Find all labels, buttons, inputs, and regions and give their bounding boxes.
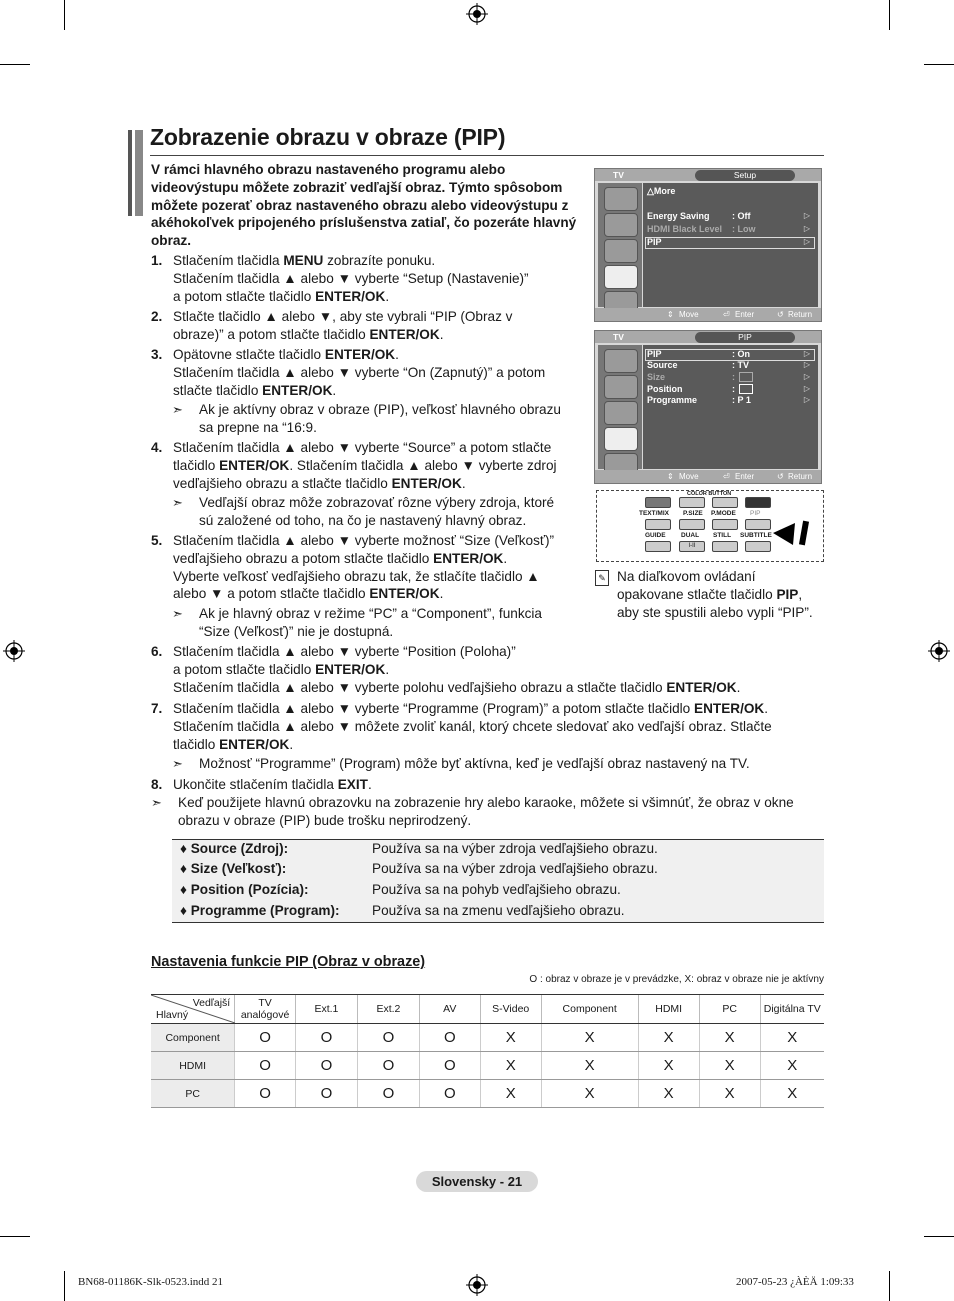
step-number: 5. <box>151 533 163 548</box>
table-cell: O <box>295 1024 357 1052</box>
crop-mark <box>924 64 954 65</box>
crop-mark <box>64 0 65 30</box>
osd-footer <box>595 308 821 321</box>
move-icon: ⇕ <box>667 310 674 319</box>
table-cell: X <box>760 1080 824 1108</box>
table-cell: X <box>699 1052 760 1080</box>
color-button-label: COLOR BUTTON <box>687 491 732 497</box>
channel-icon <box>604 401 638 425</box>
osd-sidebar <box>598 183 642 307</box>
title-rule <box>150 155 824 156</box>
channel-icon <box>604 239 638 263</box>
table-cell: O <box>235 1052 296 1080</box>
option-description: Používa sa na pohyb vedľajšieho obrazu. <box>372 882 621 897</box>
column-header: S-Video <box>480 995 541 1024</box>
osd-arrow-icon: ▷ <box>803 395 810 404</box>
guide-label: GUIDE <box>645 532 666 539</box>
p-size-button <box>679 519 705 530</box>
table-cell: X <box>541 1052 638 1080</box>
subtitle-label: SUBTITLE <box>740 532 772 539</box>
option-name: ♦ Size (Veľkosť): <box>180 861 287 876</box>
table-cell: X <box>480 1024 541 1052</box>
osd-row-value: : P 1 <box>732 395 751 405</box>
option-name: ♦ Source (Zdroj): <box>180 841 289 856</box>
osd-pip-menu <box>594 330 822 484</box>
osd-panel <box>643 345 818 469</box>
osd-row-value: : TV <box>732 360 749 370</box>
crop-mark <box>889 0 890 30</box>
p-size-label: P.SIZE <box>683 510 703 517</box>
size-icon <box>739 372 753 382</box>
option-name: ♦ Programme (Program): <box>180 903 340 918</box>
step-text: Ukončite stlačením tlačidla EXIT. <box>173 777 372 792</box>
table-cell: X <box>638 1080 699 1108</box>
column-header: PC <box>699 995 760 1024</box>
osd-arrow-icon: ▷ <box>803 384 810 393</box>
step-text: Stlačením tlačidla ▲ alebo ▼ vyberte “Position (Poloha)” a potom stlačte tlačidlo ENTER/OK. Stlačením tlačidla ▲ alebo ▼ vyberte polohu vedľajšieho obrazu a stlačte tlačidlo ENTER/OK. <box>173 644 741 695</box>
osd-foot-move: Move <box>679 310 699 319</box>
crop-mark <box>889 1271 890 1301</box>
table-cell: X <box>699 1024 760 1052</box>
note-text: Ak je hlavný obraz v režime “PC” a “Component”, funkcia “Size (Veľkosť)” nie je dostupná. <box>199 606 542 639</box>
table-cell: X <box>480 1080 541 1108</box>
osd-tv-label: TV <box>613 170 624 180</box>
column-header: Ext.1 <box>295 995 357 1024</box>
table-header-row <box>151 995 824 1024</box>
osd-arrow-icon: ▷ <box>803 349 810 358</box>
osd-row-value: : Off <box>732 211 751 221</box>
column-header: Ext.2 <box>357 995 419 1024</box>
osd-foot-enter: Enter <box>735 310 755 319</box>
note-arrow-icon: ➣ <box>151 795 162 810</box>
osd-row-label: Position <box>647 384 683 394</box>
note-arrow-icon: ➣ <box>172 606 183 621</box>
osd-foot-move: Move <box>679 472 699 481</box>
table-cell: O <box>295 1080 357 1108</box>
corner-sub-label: Vedľajší <box>192 997 231 1009</box>
osd-tv-label: TV <box>613 332 624 342</box>
table-cell: X <box>699 1080 760 1108</box>
step-text: Stlačením tlačidla ▲ alebo ▼ vyberte možnosť “Size (Veľkosť)” vedľajšieho obrazu a potom stlačte tlačidlo ENTER/OK. Vyberte veľkosť vedľajšieho obrazu tak, že stlačíte tlačidlo ▲ alebo ▼ a potom stlačte tlačidlo ENTER/OK. <box>173 533 555 602</box>
table-cell: X <box>541 1024 638 1052</box>
return-icon: ↺ <box>777 472 784 481</box>
osd-row-label: HDMI Black Level <box>647 224 723 234</box>
table-legend: O : obraz v obraze je v prevádzke, X: obraz v obraze nie je aktívny <box>529 974 824 985</box>
crop-mark <box>0 64 30 65</box>
pip-options-table <box>172 839 824 923</box>
osd-row-value: : Low <box>732 224 756 234</box>
osd-tab-pip: PIP <box>695 332 795 343</box>
osd-setup-menu <box>594 168 822 322</box>
registration-mark-icon <box>928 640 950 662</box>
still-button <box>712 541 738 552</box>
enter-icon: ⏎ <box>723 472 730 481</box>
osd-panel <box>643 183 818 307</box>
section-title: Nastavenia funkcie PIP (Obraz v obraze) <box>151 954 426 970</box>
move-icon: ⇕ <box>667 472 674 481</box>
title-accent-bar <box>135 130 143 216</box>
osd-row-label: Energy Saving <box>647 211 710 221</box>
table-cell: O <box>419 1024 480 1052</box>
setup-gear-icon <box>604 265 638 289</box>
osd-more: △More <box>647 186 676 196</box>
intro-paragraph: V rámci hlavného obrazu nastaveného programu alebo videovýstupu môžete zobraziť vedľajší obraz. Týmto spôsobom môžete pozerať obraz nastaveného obrazu alebo videovýstupu z akéhokoľvek pripojeného príslušenstva zatiaľ, čo pozeráte hlavný obraz. <box>151 162 577 249</box>
osd-row-source <box>647 360 749 370</box>
page-number-badge: Slovensky - 21 <box>416 1171 538 1192</box>
pip-label: PIP <box>750 510 761 517</box>
option-name: ♦ Position (Pozícia): <box>180 882 309 897</box>
osd-row-energy <box>647 211 751 221</box>
osd-arrow-icon: ▷ <box>803 360 810 369</box>
step-text: Opätovne stlačte tlačidlo ENTER/OK. Stlačením tlačidla ▲ alebo ▼ vyberte “On (Zapnutý)” a potom stlačte tlačidlo ENTER/OK. <box>173 347 546 398</box>
table-cell: X <box>480 1052 541 1080</box>
note-arrow-icon: ➣ <box>172 402 183 417</box>
table-cell: O <box>357 1080 419 1108</box>
column-header: Digitálna TV <box>760 995 824 1024</box>
crop-mark <box>924 1236 954 1237</box>
dual-label: DUAL <box>681 532 700 539</box>
dual-button: I-II <box>679 541 705 552</box>
table-cell: O <box>419 1080 480 1108</box>
pip-availability-table <box>151 994 824 1108</box>
osd-row-size <box>647 372 735 382</box>
table-cell: X <box>760 1024 824 1052</box>
picture-icon <box>604 187 638 211</box>
p-mode-button <box>712 519 738 530</box>
still-label: STILL <box>713 532 732 539</box>
osd-selection-box <box>645 237 815 249</box>
step-number: 4. <box>151 440 163 455</box>
sound-icon <box>604 213 638 237</box>
osd-row-label: PIP <box>647 349 662 359</box>
osd-arrow-icon: ▷ <box>803 224 810 233</box>
corner-main-label: Hlavný <box>156 1009 189 1021</box>
osd-footer <box>595 470 821 483</box>
step-number: 6. <box>151 644 163 659</box>
table-cell: X <box>760 1052 824 1080</box>
enter-icon: ⏎ <box>723 310 730 319</box>
osd-row-label: Programme <box>647 395 698 405</box>
p-mode-label: P.MODE <box>711 510 736 517</box>
table-row <box>151 1024 824 1052</box>
corner-cell <box>151 995 235 1024</box>
column-header: HDMI <box>638 995 699 1024</box>
osd-sidebar <box>598 345 642 469</box>
registration-mark-icon <box>466 3 488 25</box>
osd-arrow-icon: ▷ <box>803 237 810 246</box>
registration-mark-icon <box>3 640 25 662</box>
osd-row-value: : <box>732 372 735 382</box>
table-row <box>151 1052 824 1080</box>
table-cell: X <box>638 1024 699 1052</box>
step-number: 7. <box>151 701 163 716</box>
table-row <box>151 1080 824 1108</box>
note-icon: ✎ <box>595 570 609 586</box>
option-description: Používa sa na zmenu vedľajšieho obrazu. <box>372 903 625 918</box>
subtitle-button <box>745 541 771 552</box>
text-mix-button <box>645 519 671 530</box>
row-header: HDMI <box>151 1052 235 1080</box>
osd-row-label: Size <box>647 372 666 382</box>
table-cell: O <box>235 1080 296 1108</box>
osd-row-label: Source <box>647 360 678 370</box>
remote-illustration <box>596 490 824 562</box>
osd-arrow-icon: ▷ <box>803 372 810 381</box>
osd-row-value: : On <box>732 349 750 359</box>
step-number: 8. <box>151 777 163 792</box>
step-number: 2. <box>151 309 163 324</box>
print-slug-date: 2007-05-23 ¿ÀÈÄ 1:09:33 <box>736 1276 854 1288</box>
step-text: Stlačte tlačidlo ▲ alebo ▼, aby ste vybrali “PIP (Obraz v obraze)” a potom stlačte tlačidlo ENTER/OK. <box>173 309 513 342</box>
note-text: Vedľajší obraz môže zobrazovať rôzne výbery zdroja, ktoré sú založené od toho, na čo je nastavený hlavný obraz. <box>199 495 555 528</box>
note-arrow-icon: ➣ <box>172 495 183 510</box>
green-button <box>679 497 705 508</box>
crop-mark <box>64 1271 65 1301</box>
return-icon: ↺ <box>777 310 784 319</box>
guide-button <box>645 541 671 552</box>
table-cell: O <box>357 1052 419 1080</box>
table-cell: O <box>419 1052 480 1080</box>
osd-foot-enter: Enter <box>735 472 755 481</box>
osd-row-label: PIP <box>647 237 662 247</box>
step-text: Stlačením tlačidla ▲ alebo ▼ vyberte “Programme (Program)” a potom stlačte tlačidlo ENTER/OK. Stlačením tlačidla ▲ alebo ▼ môžete zvoliť kanál, ktorý chcete sledovať ako vedľajší obraz. Stlačte tlačidlo ENTER/OK. <box>173 701 772 752</box>
osd-row-value: : <box>732 384 735 394</box>
step-number: 3. <box>151 347 163 362</box>
osd-foot-return: Return <box>788 472 813 481</box>
osd-foot-return: Return <box>788 310 813 319</box>
osd-row-hdmi <box>647 224 756 234</box>
osd-row-pip <box>647 237 662 247</box>
position-icon <box>739 384 753 394</box>
registration-mark-icon <box>466 1274 488 1296</box>
osd-row-pip <box>647 349 750 359</box>
text-mix-label: TEXT/MIX <box>639 510 669 517</box>
osd-row-programme <box>647 395 751 405</box>
column-header: AV <box>419 995 480 1024</box>
picture-icon <box>604 349 638 373</box>
step-text: Stlačením tlačidla ▲ alebo ▼ vyberte “Source” a potom stlačte tlačidlo ENTER/OK. Stlačením tlačidla ▲ alebo ▼ vyberte zdroj vedľajšieho obrazu a stlačte tlačidlo ENTER/OK. <box>173 440 557 491</box>
step-number: 1. <box>151 253 163 268</box>
column-header: Component <box>541 995 638 1024</box>
table-cell: O <box>357 1024 419 1052</box>
pip-button <box>745 519 771 530</box>
column-header: TV analógové <box>235 995 296 1024</box>
page-title: Zobrazenie obrazu v obraze (PIP) <box>150 124 506 150</box>
table-cell: O <box>235 1024 296 1052</box>
title-accent-bar <box>128 130 132 216</box>
remote-note: Na diaľkovom ovládaní opakovane stlačte tlačidlo PIP, aby ste spustili alebo vypli “PIP”. <box>617 569 813 621</box>
option-description: Používa sa na výber zdroja vedľajšieho obrazu. <box>372 861 658 876</box>
print-slug-file: BN68-01186K-Slk-0523.indd 21 <box>78 1276 224 1288</box>
osd-arrow-icon: ▷ <box>803 211 810 220</box>
table-cell: X <box>638 1052 699 1080</box>
osd-row-position <box>647 384 735 394</box>
crop-mark <box>0 1236 30 1237</box>
blue-button <box>745 497 771 508</box>
sound-icon <box>604 375 638 399</box>
setup-gear-icon <box>604 427 638 451</box>
red-button <box>645 497 671 508</box>
note-text: Ak je aktívny obraz v obraze (PIP), veľkosť hlavného obrazu sa prepne na “16:9. <box>199 402 561 435</box>
row-header: Component <box>151 1024 235 1052</box>
option-description: Používa sa na výber zdroja vedľajšieho obrazu. <box>372 841 658 856</box>
note-text: Možnosť “Programme” (Program) môže byť aktívna, keď je vedľajší obraz nastavený na TV. <box>199 756 750 771</box>
note-text: Keď použijete hlavnú obrazovku na zobrazenie hry alebo karaoke, môžete si všimnúť, že obraz v okne obrazu v obraze (PIP) bude trošku neprirodzený. <box>178 795 794 828</box>
osd-tab-setup: Setup <box>695 170 795 181</box>
step-text: Stlačením tlačidla MENU zobrazíte ponuku. Stlačením tlačidla ▲ alebo ▼ vyberte “Setup (Nastavenie)” a potom stlačte tlačidlo ENTER/OK. <box>173 253 529 304</box>
note-arrow-icon: ➣ <box>172 756 183 771</box>
yellow-button <box>712 497 738 508</box>
row-header: PC <box>151 1080 235 1108</box>
pointer-hand-icon <box>773 519 817 547</box>
table-cell: X <box>541 1080 638 1108</box>
table-cell: O <box>295 1052 357 1080</box>
